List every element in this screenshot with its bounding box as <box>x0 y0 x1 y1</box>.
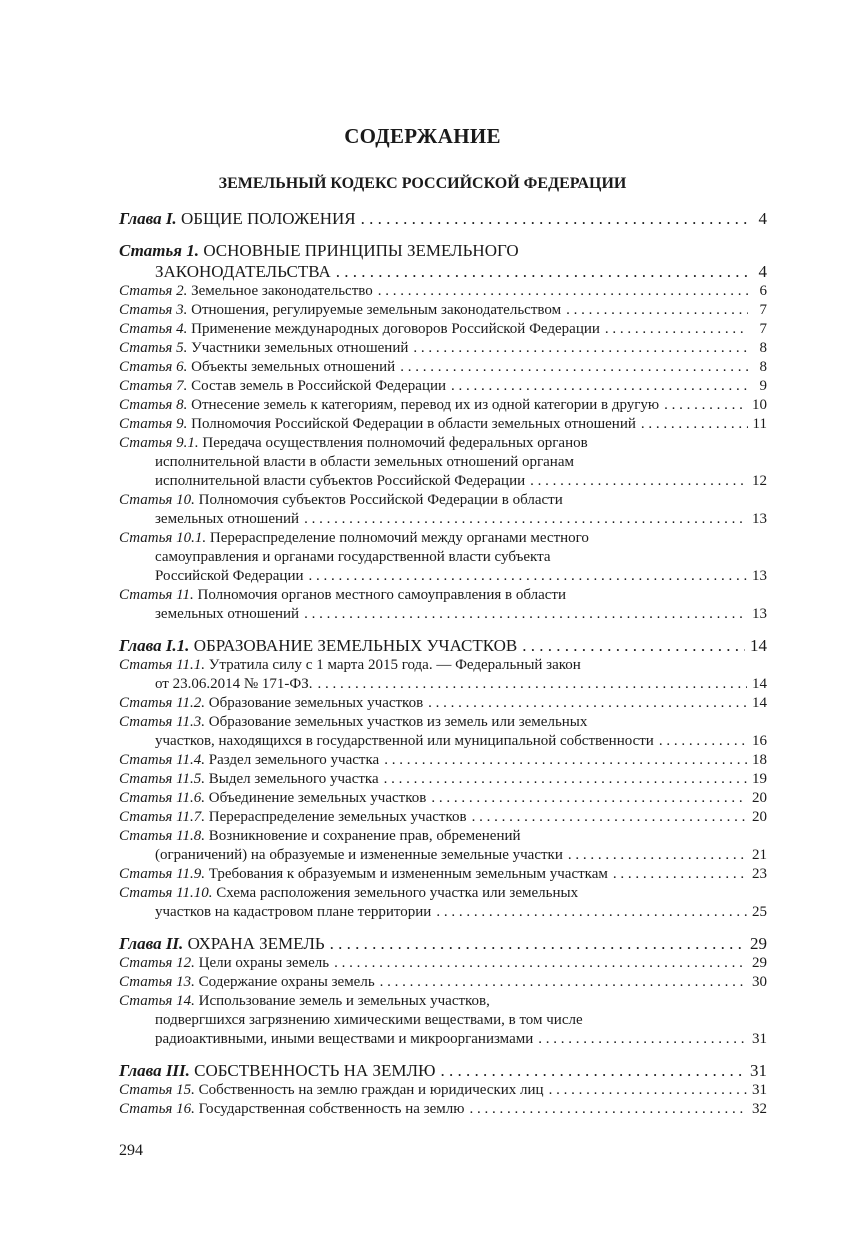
toc-article-entry <box>119 694 767 713</box>
toc-entry-line <box>119 694 767 713</box>
dot-leader <box>304 510 747 529</box>
toc-entry-label: Статья 1. <box>119 241 200 260</box>
toc-entry-title: Собственность на землю граждан и юридических лиц <box>198 1082 544 1098</box>
toc-entry-label: Глава I.1. <box>119 636 190 655</box>
toc-entry-title: СОБСТВЕННОСТЬ НА ЗЕМЛЮ <box>194 1061 436 1080</box>
toc-entry-line <box>119 973 767 992</box>
toc-article-entry <box>119 973 767 992</box>
toc-entry-line <box>119 320 767 339</box>
toc-entry-line <box>119 529 767 548</box>
toc-page-number: 19 <box>752 771 767 787</box>
toc-entry-line <box>119 453 767 472</box>
toc-entry-line <box>119 339 767 358</box>
toc-entry-line <box>119 282 767 301</box>
toc-entry-label: Статья 14. <box>119 993 195 1009</box>
toc-entry-line <box>119 261 767 282</box>
toc-entry-label: Статья 7. <box>119 378 188 394</box>
dot-leader <box>334 954 747 973</box>
toc-entry-line <box>119 377 767 396</box>
toc-article-entry <box>119 491 767 529</box>
toc-entry-line <box>119 1060 767 1081</box>
toc-entry-title: подвергшихся загрязнению химическими веществами, в том числе <box>155 1012 583 1028</box>
toc-page-number: 14 <box>750 636 767 655</box>
toc-entry-title: Образование земельных участков <box>208 695 424 711</box>
dot-leader <box>361 208 748 229</box>
toc-entry-line <box>119 884 767 903</box>
toc-article-entry <box>119 713 767 751</box>
toc-entry-line <box>119 808 767 827</box>
toc-entry-label: Статья 9.1. <box>119 435 199 451</box>
toc-entry-label: Статья 11. <box>119 587 194 603</box>
toc-page-number: 7 <box>759 321 767 337</box>
toc-entry-title: Объекты земельных отношений <box>191 359 396 375</box>
toc-entry-title: участков на кадастровом плане территории <box>155 904 432 920</box>
toc-entry-line <box>119 240 767 261</box>
toc-page-number: 11 <box>752 416 767 432</box>
toc-entry-line <box>119 567 767 586</box>
toc-page-number: 29 <box>750 934 767 953</box>
toc-entry-label: Статья 6. <box>119 359 188 375</box>
toc-chapter-entry <box>119 208 767 229</box>
toc-page-number: 4 <box>758 262 767 281</box>
toc-entry-label: Статья 4. <box>119 321 188 337</box>
toc-entry-line <box>119 586 767 605</box>
toc-entry-line <box>119 770 767 789</box>
dot-leader <box>400 358 748 377</box>
dot-leader <box>378 282 748 301</box>
toc-entry-line <box>119 1030 767 1049</box>
toc-page-number: 31 <box>750 1061 767 1080</box>
toc-article-entry <box>119 751 767 770</box>
toc-entry-title: Объединение земельных участков <box>208 790 427 806</box>
toc-article-entry <box>119 1100 767 1119</box>
dot-leader <box>440 1060 745 1081</box>
toc-entry-title: ОБРАЗОВАНИЕ ЗЕМЕЛЬНЫХ УЧАСТКОВ <box>193 636 518 655</box>
toc-entry-line <box>119 358 767 377</box>
toc-page-number: 30 <box>752 974 767 990</box>
toc-entry-line <box>119 732 767 751</box>
toc-entry-line <box>119 827 767 846</box>
toc-page-number: 16 <box>752 733 767 749</box>
toc-article-entry <box>119 770 767 789</box>
dot-leader <box>659 732 747 751</box>
toc-entry-line <box>119 954 767 973</box>
toc-entry-title: ОХРАНА ЗЕМЕЛЬ <box>187 934 325 953</box>
toc-article-entry <box>119 358 767 377</box>
toc-entry-title: Возникновение и сохранение прав, обременений <box>208 828 521 844</box>
toc-entry-line <box>119 846 767 865</box>
toc-entry-label: Статья 11.7. <box>119 809 206 825</box>
toc-article-entry <box>119 434 767 491</box>
toc-article-entry <box>119 282 767 301</box>
toc-entry-title: Состав земель в Российской Федерации <box>191 378 447 394</box>
toc-entry-label: Статья 11.9. <box>119 866 206 882</box>
dot-leader <box>613 865 747 884</box>
toc-entry-title: Использование земель и земельных участков, <box>198 993 490 1009</box>
toc-page-number: 23 <box>752 866 767 882</box>
toc-article-entry <box>119 529 767 586</box>
toc-entry-label: Статья 16. <box>119 1101 195 1117</box>
toc-entry-title: Отношения, регулируемые земельным законодательством <box>191 302 562 318</box>
toc-entry-label: Статья 12. <box>119 955 195 971</box>
toc-entry-title: Утратила силу с 1 марта 2015 года. — Федеральный закон <box>208 657 581 673</box>
dot-leader <box>330 933 745 954</box>
toc-article-entry <box>119 1081 767 1100</box>
toc-entry-line <box>119 434 767 453</box>
toc-chapter-entry <box>119 240 767 282</box>
toc-page-number: 14 <box>752 695 767 711</box>
dot-leader <box>566 301 748 320</box>
toc-entry-label: Статья 9. <box>119 416 188 432</box>
toc-entry-line <box>119 208 767 229</box>
toc-entry-title: Отнесение земель к категориям, перевод их из одной категории в другую <box>191 397 660 413</box>
dot-leader <box>413 339 748 358</box>
toc-page-number: 13 <box>752 606 767 622</box>
toc-entry-label: Статья 15. <box>119 1082 195 1098</box>
toc-entry-title: самоуправления и органами государственной власти субъекта <box>155 549 551 565</box>
toc-page-number: 29 <box>752 955 767 971</box>
toc-entry-line <box>119 675 767 694</box>
toc-entry-title: земельных отношений <box>155 606 300 622</box>
toc-entry-label: Статья 11.10. <box>119 885 213 901</box>
toc-entry-title: Перераспределение земельных участков <box>208 809 467 825</box>
toc-entry-title: Государственная собственность на землю <box>198 1101 465 1117</box>
toc-page-number: 20 <box>752 790 767 806</box>
toc-entry-title: Образование земельных участков из земель или земельных <box>208 714 588 730</box>
toc-article-entry <box>119 377 767 396</box>
toc-entry-title: Полномочия органов местного самоуправления в области <box>197 587 566 603</box>
toc-entry-line <box>119 1100 767 1119</box>
toc-page-number: 6 <box>759 283 767 299</box>
page-title: СОДЕРЖАНИЕ <box>344 124 501 148</box>
toc-article-entry <box>119 954 767 973</box>
dot-leader <box>549 1081 747 1100</box>
toc-page-number: 10 <box>752 397 767 413</box>
toc-entry-line <box>119 789 767 808</box>
toc-entry-title: Российской Федерации <box>155 568 304 584</box>
toc-entry-line <box>119 548 767 567</box>
toc-entry-line <box>119 1011 767 1030</box>
toc-chapter-entry <box>119 635 767 656</box>
dot-leader <box>568 846 747 865</box>
toc-entry-title: Схема расположения земельного участка или земельных <box>216 885 579 901</box>
toc-entry-title: (ограничений) на образуемые и измененные земельные участки <box>155 847 563 863</box>
toc-article-entry <box>119 884 767 922</box>
dot-leader <box>522 635 745 656</box>
toc-entry-label: Статья 11.5. <box>119 771 206 787</box>
toc-entry-line <box>119 605 767 624</box>
dot-leader <box>451 377 748 396</box>
toc-entry-title: исполнительной власти субъектов Российской Федерации <box>155 473 526 489</box>
toc-page-number: 14 <box>752 676 767 692</box>
toc-entry-line <box>119 656 767 675</box>
toc-entry-title: ОСНОВНЫЕ ПРИНЦИПЫ ЗЕМЕЛЬНОГО <box>203 241 519 260</box>
toc-entry-title: Применение международных договоров Российской Федерации <box>191 321 600 337</box>
toc-entry-line <box>119 1081 767 1100</box>
dot-leader <box>641 415 748 434</box>
toc-article-entry <box>119 992 767 1049</box>
toc-entry-line <box>119 415 767 434</box>
toc-entry-title: земельных отношений <box>155 511 300 527</box>
toc-entry-title: ОБЩИЕ ПОЛОЖЕНИЯ <box>180 209 356 228</box>
toc-article-entry <box>119 789 767 808</box>
dot-leader <box>428 694 747 713</box>
toc-entry-title: Требования к образуемым и измененным земельным участкам <box>208 866 608 882</box>
toc-article-entry <box>119 339 767 358</box>
toc-entry-label: Глава II. <box>119 934 184 953</box>
toc-entry-line <box>119 751 767 770</box>
toc-page-number: 20 <box>752 809 767 825</box>
toc-page-number: 32 <box>752 1101 767 1117</box>
dot-leader <box>436 903 747 922</box>
toc-entry-title: Раздел земельного участка <box>208 752 380 768</box>
toc-entry-label: Статья 11.8. <box>119 828 206 844</box>
toc-article-entry <box>119 656 767 694</box>
toc-entry-title: ЗАКОНОДАТЕЛЬСТВА <box>155 262 331 281</box>
dot-leader <box>384 770 747 789</box>
toc-entry-title: Выдел земельного участка <box>208 771 379 787</box>
toc-entry-title: Участники земельных отношений <box>191 340 409 356</box>
dot-leader <box>431 789 747 808</box>
toc-entry-title: Цели охраны земель <box>198 955 330 971</box>
toc-entry-line <box>119 933 767 954</box>
toc-chapter-entry <box>119 933 767 954</box>
toc-page-number: 12 <box>752 473 767 489</box>
toc-entry-line <box>119 510 767 529</box>
toc-entry-title: Земельное законодательство <box>191 283 373 299</box>
toc-entry-title: Перераспределение полномочий между органами местного <box>209 530 589 546</box>
toc-entry-line <box>119 635 767 656</box>
toc-entry-label: Статья 8. <box>119 397 188 413</box>
toc-page-number: 9 <box>759 378 767 394</box>
toc-page-number: 8 <box>759 359 767 375</box>
toc-entry-title: от 23.06.2014 № 171-ФЗ. <box>155 676 313 692</box>
toc-entry-label: Статья 11.2. <box>119 695 206 711</box>
dot-leader <box>384 751 747 770</box>
toc-entry-line <box>119 472 767 491</box>
toc-entry-title: исполнительной власти в области земельных отношений органам <box>155 454 574 470</box>
toc-page-number: 7 <box>759 302 767 318</box>
toc-entry-label: Статья 10.1. <box>119 530 207 546</box>
toc-page-number: 18 <box>752 752 767 768</box>
toc-entry-title: радиоактивными, иными веществами и микроорганизмами <box>155 1031 534 1047</box>
toc-page-number: 25 <box>752 904 767 920</box>
toc-article-entry <box>119 415 767 434</box>
dot-leader <box>530 472 747 491</box>
dot-leader <box>336 261 748 282</box>
toc-page-number: 13 <box>752 511 767 527</box>
toc-article-entry <box>119 808 767 827</box>
toc-entry-title: Содержание охраны земель <box>198 974 375 990</box>
dot-leader <box>469 1100 747 1119</box>
toc-entry-label: Статья 3. <box>119 302 188 318</box>
toc-entry-label: Статья 5. <box>119 340 188 356</box>
toc-entry-line <box>119 992 767 1011</box>
toc-entry-title: участков, находящихся в государственной или муниципальной собственности <box>155 733 654 749</box>
toc-entry-label: Статья 11.4. <box>119 752 206 768</box>
dot-leader <box>664 396 747 415</box>
toc-article-entry <box>119 301 767 320</box>
toc-entry-line <box>119 713 767 732</box>
toc-page-number: 31 <box>752 1082 767 1098</box>
toc-article-entry <box>119 865 767 884</box>
document-subtitle: ЗЕМЕЛЬНЫЙ КОДЕКС РОССИЙСКОЙ ФЕДЕРАЦИИ <box>218 175 627 192</box>
toc-article-entry <box>119 396 767 415</box>
toc-article-entry <box>119 827 767 865</box>
toc-entry-title: Полномочия субъектов Российской Федерации в области <box>198 492 563 508</box>
dot-leader <box>304 605 747 624</box>
toc-chapter-entry <box>119 1060 767 1081</box>
toc-entry-label: Статья 11.1. <box>119 657 206 673</box>
toc-entry-label: Статья 11.6. <box>119 790 206 806</box>
page-number: 294 <box>119 1142 143 1159</box>
toc-article-entry <box>119 320 767 339</box>
dot-leader <box>472 808 747 827</box>
toc-entry-line <box>119 301 767 320</box>
toc-entry-label: Глава III. <box>119 1061 190 1080</box>
toc-page-number: 31 <box>752 1031 767 1047</box>
toc-entry-line <box>119 396 767 415</box>
dot-leader <box>380 973 747 992</box>
toc-page-number: 4 <box>758 209 767 228</box>
toc-page-number: 13 <box>752 568 767 584</box>
toc-entry-label: Статья 10. <box>119 492 195 508</box>
toc-entry-label: Статья 13. <box>119 974 195 990</box>
toc-page-number: 21 <box>752 847 767 863</box>
dot-leader <box>538 1030 747 1049</box>
dot-leader <box>318 675 747 694</box>
toc-entry-title: Передача осуществления полномочий федеральных органов <box>202 435 588 451</box>
toc-entry-title: Полномочия Российской Федерации в области земельных отношений <box>191 416 636 432</box>
table-of-contents <box>119 208 767 1119</box>
toc-entry-label: Статья 11.3. <box>119 714 206 730</box>
toc-entry-line <box>119 491 767 510</box>
toc-entry-label: Глава I. <box>119 209 177 228</box>
toc-page-number: 8 <box>759 340 767 356</box>
toc-entry-line <box>119 903 767 922</box>
toc-entry-line <box>119 865 767 884</box>
dot-leader <box>605 320 748 339</box>
dot-leader <box>309 567 747 586</box>
toc-article-entry <box>119 586 767 624</box>
toc-entry-label: Статья 2. <box>119 283 188 299</box>
